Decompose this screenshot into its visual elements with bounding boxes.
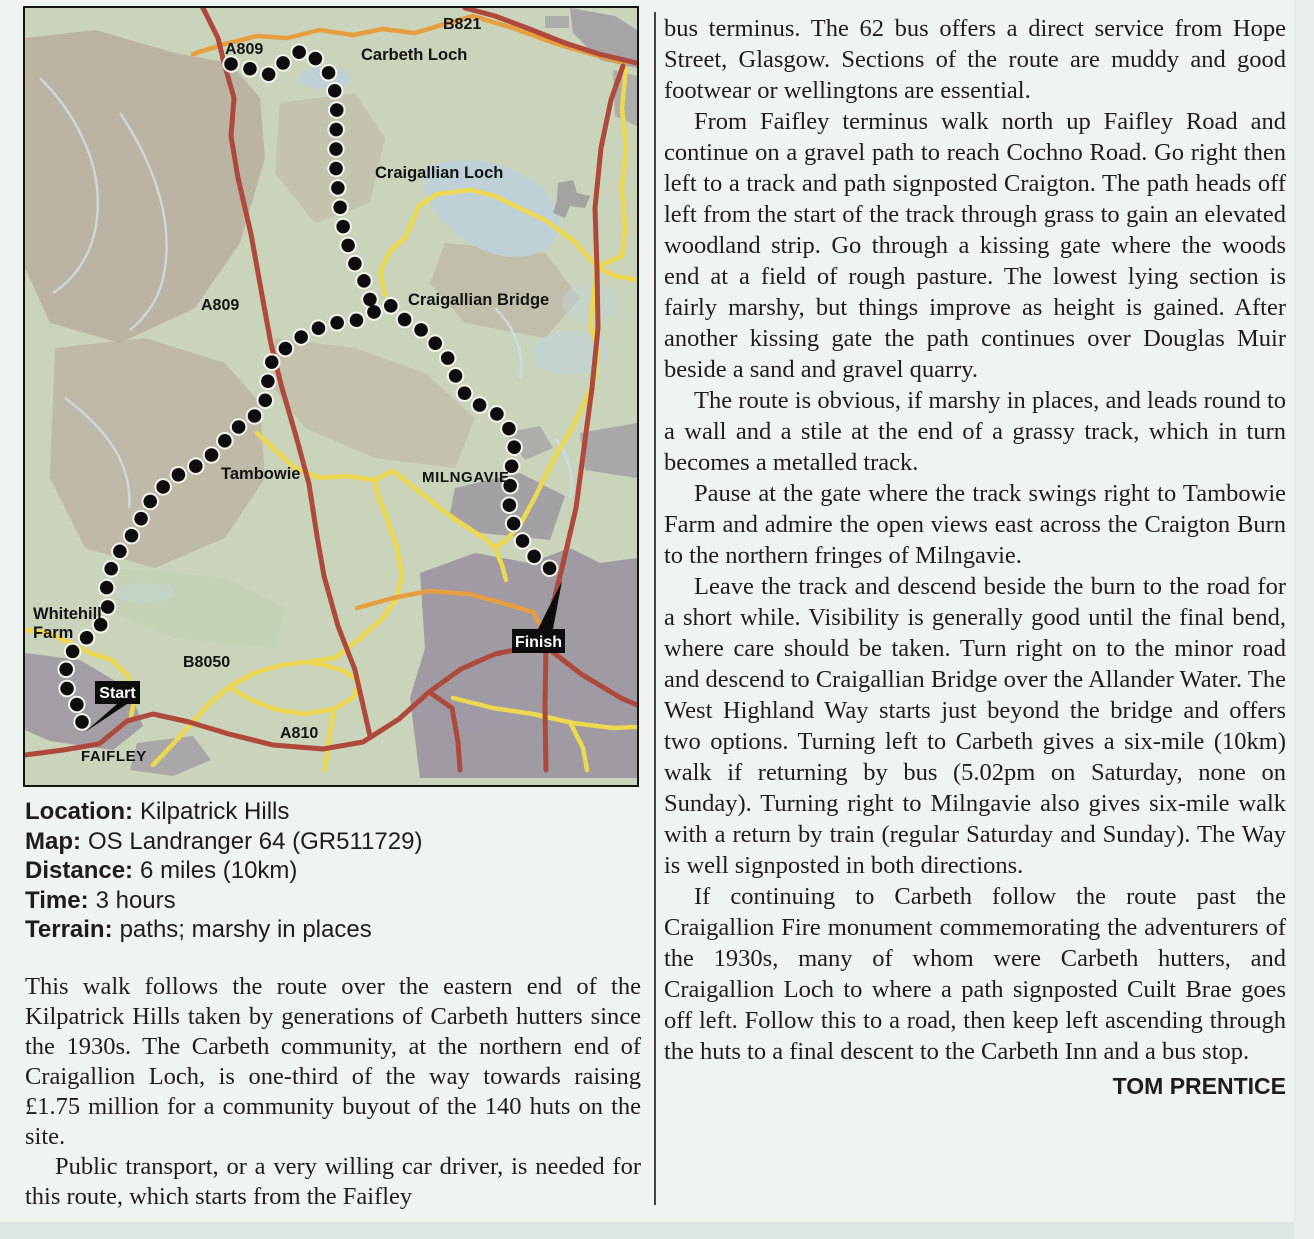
walk-facts — [25, 797, 635, 945]
map-label-a810: A810 — [280, 725, 319, 742]
map-label-tambowie: Tambowie — [221, 465, 301, 483]
fact-location-label: Location: — [25, 798, 133, 825]
route-map-graphic — [25, 8, 637, 785]
fact-location — [25, 797, 635, 827]
paragraph: Pause at the gate where the track swings right to Tambowie Farm and admire the open views east across the Craigton Burn to the northern fringes of Milngavie. — [664, 480, 1286, 569]
map-label-whitehill: Whitehill — [33, 605, 102, 623]
paragraph: bus terminus. The 62 bus offers a direct service from Hope Street, Glasgow. Sections of the route are muddy and good footwear or wellingtons are essential. — [664, 15, 1286, 104]
article-right-column — [664, 13, 1286, 1102]
fact-terrain-label: Terrain: — [25, 916, 113, 943]
fact-distance-value: 6 miles (10km) — [140, 857, 298, 884]
paragraph: Leave the track and descend beside the burn to the road for a short while. Visibility is generally good until the final bend, where care should be taken. Turn right on to the minor road and descend to Craigallian Bridge over the Allander Water. The West Highland Way starts just beyond the bridge and offers two options. Turning left to Carbeth gives a six-mile (10km) walk if returning by bus (5.02pm on Saturday, none on Sunday). Turning right to Milngavie also gives six-mile walk with a return by train (regular Saturday and Sunday). The Way is well signposted in both directions. — [664, 573, 1286, 879]
map-label-craigallian-bridge: Craigallian Bridge — [408, 291, 550, 309]
map-label-a809-top: A809 — [225, 41, 264, 58]
start-marker-label: Start — [99, 685, 136, 702]
fact-time — [25, 886, 635, 916]
map-label-b821: B821 — [443, 16, 482, 33]
column-divider — [654, 12, 656, 1205]
fact-distance — [25, 856, 635, 886]
map-label-faifley: FAIFLEY — [81, 748, 147, 765]
fact-time-label: Time: — [25, 886, 89, 914]
paragraph: If continuing to Carbeth follow the route past the Craigallion Fire monument commemorating the adventurers of the 1930s, many of whom were Carbeth hutters, and Craigallion Loch to where a path signposted Cuilt Brae goes off left. Follow this to a road, then keep left ascending through the huts to a final descent to the Carbeth Inn and a bus stop. — [664, 883, 1286, 1065]
paragraph: From Faifley terminus walk north up Faifley Road and continue on a gravel path to reach Cochno Road. Go right then left to a track and path signposted Craigton. The path heads off left from the start of the track through grass to gain an elevated woodland strip. Go through a kissing gate where the woods end at a field of rough pasture. The lowest lying section is fairly marshy, but things improve as height is gained. After another kissing gate the path continues over Douglas Muir beside a sand and gravel quarry. — [664, 108, 1286, 383]
paragraph: The route is obvious, if marshy in places, and leads round to a wall and a stile at the end of a grassy track, which in turn becomes a metalled track. — [664, 387, 1286, 476]
map-label-milngavie: MILNGAVIE — [422, 469, 510, 486]
scan-edge-right — [1294, 0, 1314, 1239]
fact-map-label: Map: — [25, 827, 81, 855]
fact-distance-label: Distance: — [25, 857, 134, 884]
fact-map-value: OS Landranger 64 (GR511729) — [88, 827, 423, 855]
paragraph: Public transport, or a very willing car driver, is needed for this route, which starts from the Faifley — [25, 1153, 641, 1210]
finish-marker-label: Finish — [514, 634, 563, 651]
byline: TOM PRENTICE — [1112, 1073, 1286, 1099]
route-map — [23, 6, 639, 787]
map-label-b8050: B8050 — [183, 654, 231, 671]
map-label-a809-mid: A809 — [201, 297, 240, 314]
article-left-column — [25, 972, 641, 1212]
scan-edge-bottom — [0, 1222, 1314, 1239]
map-label-carbeth-loch: Carbeth Loch — [361, 46, 468, 64]
paragraph: This walk follows the route over the eastern end of the Kilpatrick Hills taken by generations of Carbeth hutters since the 1930s. The Carbeth community, at the northern end of Craigallion Loch, is one-third of the way towards raising £1.75 million for a community buyout of the 140 huts on the site. — [25, 973, 641, 1150]
fact-terrain-value: paths; marshy in places — [119, 916, 372, 943]
map-label-whitehill-farm: Farm — [33, 624, 74, 642]
fact-map — [25, 827, 635, 857]
map-label-craigallian-loch: Craigallian Loch — [375, 164, 504, 182]
fact-terrain — [25, 915, 635, 945]
fact-location-value: Kilpatrick Hills — [140, 798, 290, 825]
fact-time-value: 3 hours — [95, 886, 176, 914]
